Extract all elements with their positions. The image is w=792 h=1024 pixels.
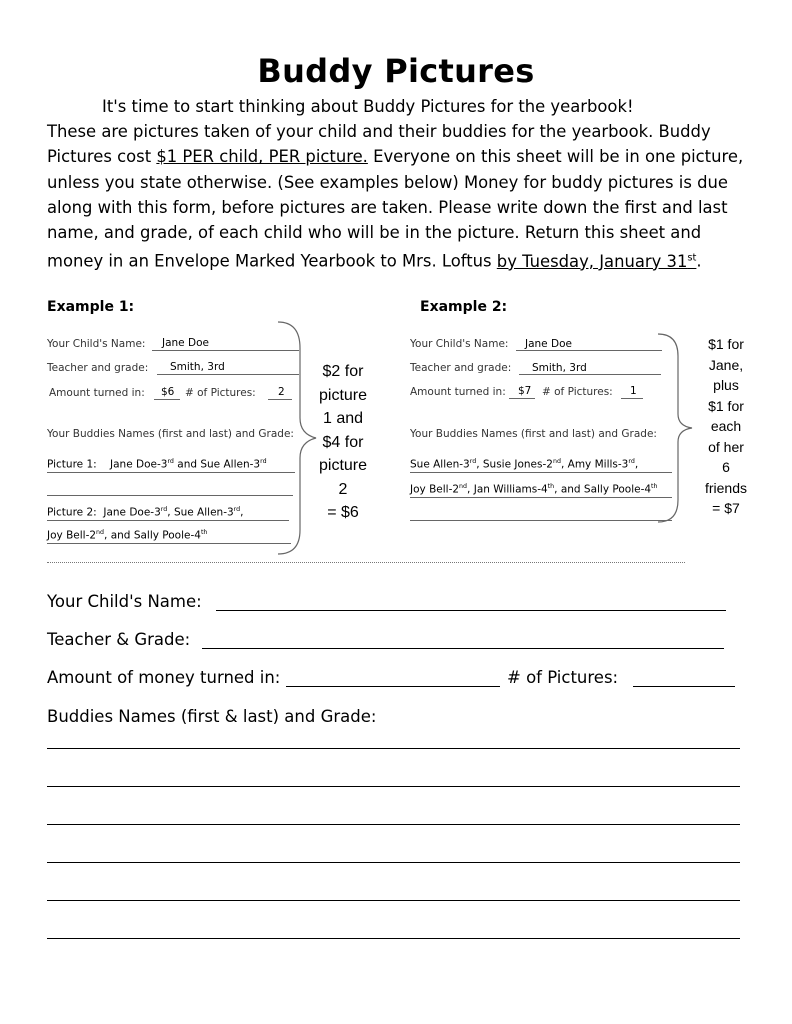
- example1-picture2: Picture 2: Jane Doe-3rd, Sue Allen-3rd,: [47, 506, 244, 519]
- intro-due-date: by Tuesday, January 31st: [496, 251, 697, 271]
- cut-line: [47, 562, 685, 563]
- intro-cost: $1 PER child, PER picture.: [156, 147, 368, 167]
- example1-teacher-value: Smith, 3rd: [170, 361, 225, 373]
- buddies-line-5[interactable]: [47, 900, 740, 901]
- example1-buddies-label: Your Buddies Names (first and last) and Grade:: [47, 428, 294, 440]
- example2-note: $1 for Jane, plus $1 for each of her 6 friends = $7: [704, 336, 748, 516]
- example2-brace: [650, 330, 700, 526]
- example2-buddies-line2: Joy Bell-2nd, Jan Williams-4th, and Sally Poole-4th: [410, 483, 658, 496]
- example2-teacher-value: Smith, 3rd: [532, 362, 587, 374]
- example2-amount-value: $7: [518, 385, 532, 397]
- example1-label: Example 1:: [47, 299, 135, 315]
- example2-amount-label: Amount turned in:: [410, 386, 506, 398]
- intro-body-b: Everyone on this sheet will be in one picture, unless you state otherwise. (See examples below) Money for buddy pictures is due along with this form, before pictures are taken. Please write down the first and last name, and grade, of each child who will be in the picture. Return this sheet and money in an Envelope Marked Yearbook to Mrs. Loftus: [47, 147, 744, 271]
- buddies-names-label: Buddies Names (first & last) and Grade:: [47, 707, 377, 726]
- intro-text: It's time to start thinking about Buddy Pictures for the yearbook! These are pictures taken of your child and their buddies for the yearbook. Buddy Pictures cost $1 PER child, PER picture. Everyone on this sheet will be in one picture, unless you state otherwise. (See examples below) Money for buddy pictures is due along with this form, before pictures are taken. Please write down the first and last name, and grade, of each child who will be in the picture. Return this sheet and money in an Envelope Marked Yearbook to Mrs. Loftus by Tuesday, January 31st.: [47, 97, 744, 271]
- example2-child-label: Your Child's Name:: [410, 338, 509, 350]
- example1-pictures-label: # of Pictures:: [185, 387, 256, 399]
- child-name-field[interactable]: [216, 610, 726, 611]
- buddies-line-3[interactable]: [47, 824, 740, 825]
- example1-amount-value: $6: [161, 386, 175, 398]
- intro-body-a: These are pictures taken of your child and their buddies for the yearbook. Buddy Pictures cost: [47, 122, 711, 167]
- example2-buddies-line1: Sue Allen-3rd, Susie Jones-2nd, Amy Mills-3rd,: [410, 458, 639, 471]
- example1-teacher-row: Teacher and grade:: [47, 362, 149, 374]
- example2-pictures-label: # of Pictures:: [542, 386, 613, 398]
- example1-pictures-value: 2: [278, 386, 285, 398]
- example1-child-row: Your Child's Name:: [47, 338, 146, 350]
- page-title: Buddy Pictures: [257, 52, 535, 90]
- amount-label: Amount of money turned in:: [47, 668, 281, 687]
- example1-amount-row: Amount turned in:: [49, 387, 145, 399]
- example2-label: Example 2:: [420, 299, 508, 315]
- example1-child-value: Jane Doe: [162, 337, 209, 349]
- pictures-count-label: # of Pictures:: [507, 668, 619, 687]
- teacher-grade-field[interactable]: [202, 648, 724, 649]
- buddies-line-2[interactable]: [47, 786, 740, 787]
- example2-child-value: Jane Doe: [525, 338, 572, 350]
- child-name-label: Your Child's Name:: [47, 592, 202, 611]
- example2-teacher-label: Teacher and grade:: [410, 362, 512, 374]
- pictures-count-field[interactable]: [633, 686, 735, 687]
- example2-pictures-value: 1: [630, 385, 637, 397]
- teacher-grade-label: Teacher & Grade:: [47, 630, 191, 649]
- buddies-line-4[interactable]: [47, 862, 740, 863]
- buddies-line-6[interactable]: [47, 938, 740, 939]
- buddies-line-1[interactable]: [47, 748, 740, 749]
- example1-picture1: Picture 1: Jane Doe-3rd and Sue Allen-3rd: [47, 458, 267, 471]
- example1-picture2-cont: Joy Bell-2nd, and Sally Poole-4th: [47, 529, 208, 542]
- intro-line1: It's time to start thinking about Buddy Pictures for the yearbook!: [102, 97, 634, 116]
- amount-field[interactable]: [286, 686, 500, 687]
- example2-buddies-label: Your Buddies Names (first and last) and Grade:: [410, 428, 657, 440]
- example1-note: $2 for picture 1 and $4 for picture 2 = $6: [318, 363, 368, 521]
